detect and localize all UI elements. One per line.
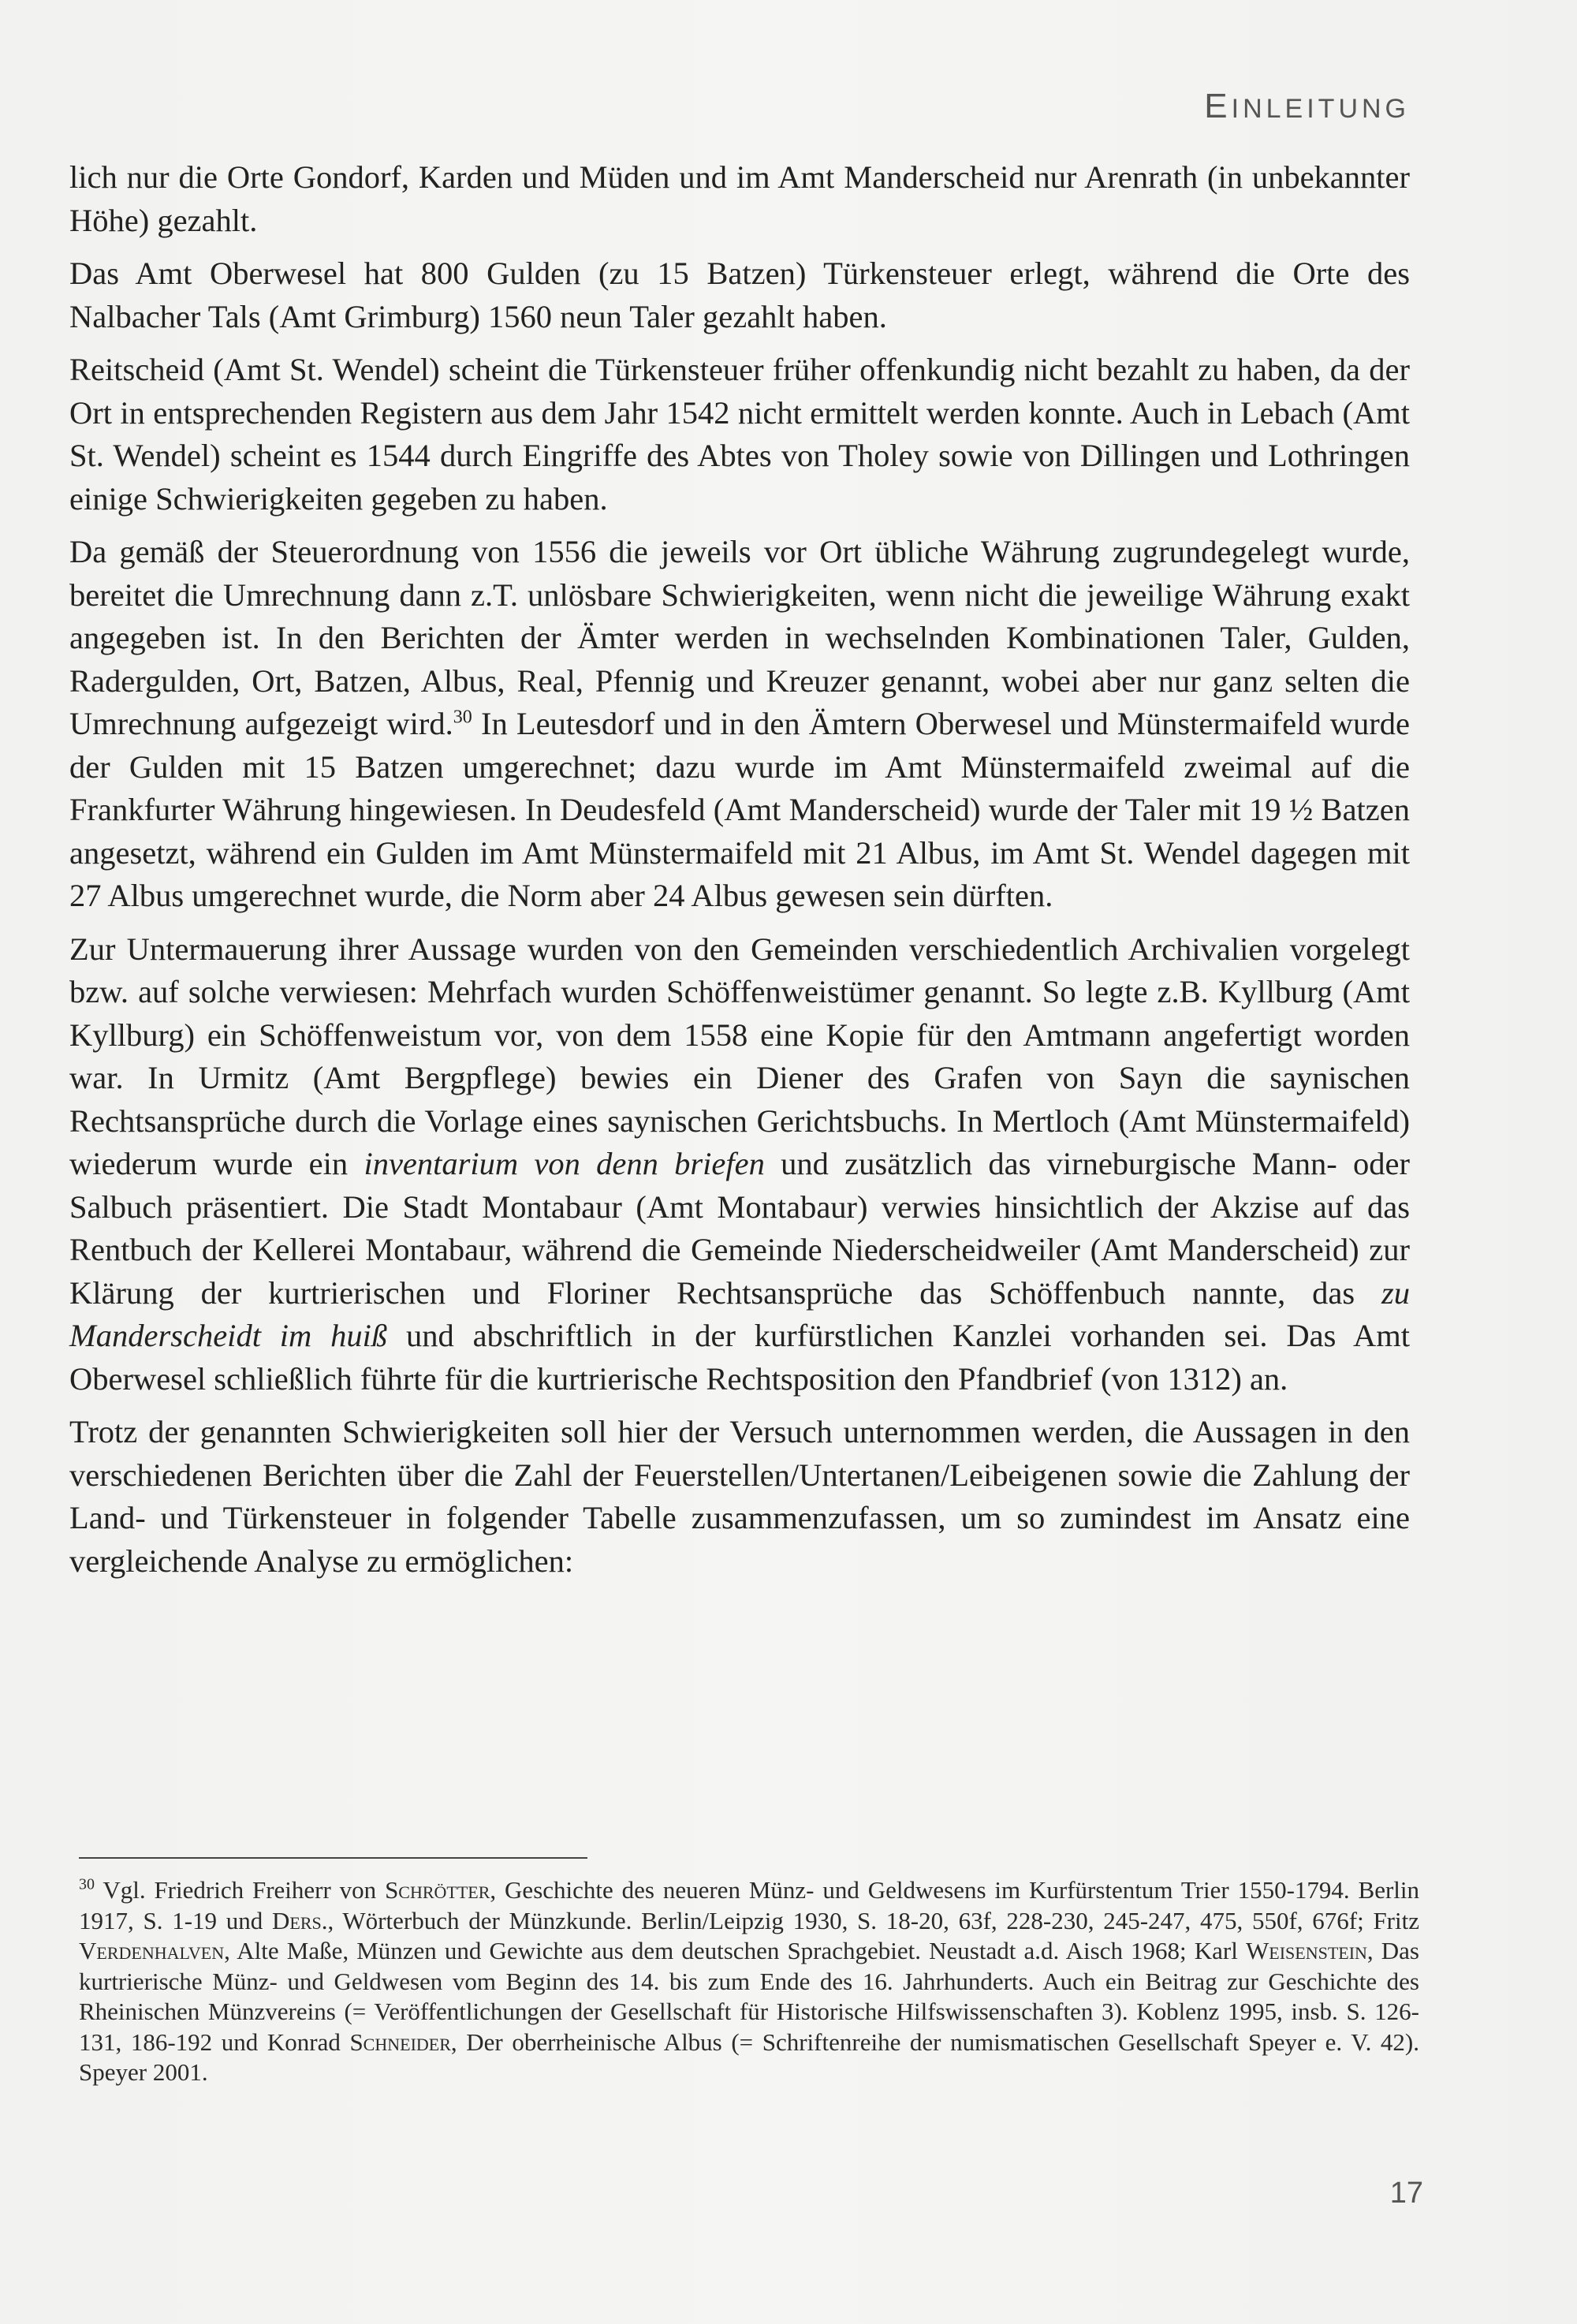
author-name: Schrötter	[385, 1876, 490, 1904]
footnote-text: Vgl. Friedrich Freiherr von	[95, 1876, 386, 1904]
paragraph-3: Reitscheid (Amt St. Wendel) scheint die Türkensteuer früher offenkundig nicht bezahlt zu haben, da der Ort in entsprechenden Registern aus dem Jahr 1542 nicht ermittelt werden konnte. Auch in Lebach (Amt St. Wendel) scheint es 1544 durch Eingriffe des Abtes von Tholey sowie von Dillingen und Lothringen einige Schwierigkeiten gegeben zu haben.	[69, 352, 1410, 517]
paragraph-1: lich nur die Orte Gondorf, Karden und Müden und im Amt Manderscheid nur Arenrath (in unbekannter Höhe) gezahlt.	[69, 159, 1410, 238]
author-name: Ders.	[272, 1906, 328, 1934]
paragraph-4-part-a: Da gemäß der Steuerordnung von 1556 die jeweils vor Ort übliche Währung zugrundegelegt wurde, bereitet die Umrechnung dann z.T. unlösbare Schwierigkeiten, wenn nicht die jeweilige Währung exakt angegeben ist. In den Berichten der Ämter werden in wechselnden Kombinationen Taler, Gulden, Radergulden, Ort, Batzen, Albus, Real, Pfennig und Kreuzer genannt, wobei aber nur ganz selten die Umrechnung aufgezeigt wird.	[69, 534, 1410, 741]
footnote-number: 30	[79, 1875, 95, 1893]
footnote-text: , Geschichte des neueren Münz- und Geldwesens im Kurfürstentum Trier 1550-1794. Berlin 1917, S. 1-19 und	[79, 1876, 1420, 1934]
footnote-text: , Der oberrheinische Albus (= Schriftenreihe der numismatischen Gesellschaft Speyer e. V. 42). Speyer 2001.	[79, 2027, 1420, 2086]
footnote-divider	[79, 1857, 587, 1859]
paragraph-5-part-a: Zur Untermauerung ihrer Aussage wurden von den Gemeinden verschiedentlich Archivalien vorgelegt bzw. auf solche verwiesen: Mehrfach wurden Schöffenweistümer genannt. So legte z.B. Kyllburg (Amt Kyllburg) ein Schöffenweistum vor, von dem 1558 eine Kopie für den Amtmann angefertigt worden war. In Urmitz (Amt Bergpflege) bewies ein Diener des Grafen von Sayn die saynischen Rechtsansprüche durch die Vorlage eines saynischen Gerichtsbuchs. In Mertloch (Amt Münstermaifeld) wiederum wurde ein	[69, 931, 1410, 1181]
quote-inventarium: inventarium von denn briefen	[363, 1146, 765, 1181]
footnote-text: , Wörterbuch der Münzkunde. Berlin/Leipzig 1930, S. 18-20, 63f, 228-230, 245-247, 475, 550f, 676f; Fritz	[327, 1906, 1419, 1934]
footnote-ref: 30	[453, 707, 472, 728]
quote-manderscheidt: zu Manderscheidt im huiß	[69, 1274, 1410, 1353]
body-text	[69, 156, 1410, 1593]
footnote-text: , Alte Maße, Münzen und Gewichte aus dem deutschen Sprachgebiet. Neustadt a.d. Aisch 1968; Karl	[224, 1937, 1246, 1964]
paragraph-2: Das Amt Oberwesel hat 800 Gulden (zu 15 Batzen) Türkensteuer erlegt, während die Orte des Nalbacher Tals (Amt Grimburg) 1560 neun Taler gezahlt haben.	[69, 256, 1410, 334]
footnote-text: , Das kurtrierische Münz- und Geldwesen vom Beginn des 14. bis zum Ende des 16. Jahrhunderts. Auch ein Beitrag zur Geschichte des Rheinischen Münzvereins (= Veröffentlichungen der Gesellschaft für Historische Hilfswissenschaften 3). Koblenz 1995, insb. S. 126-131, 186-192 und Konrad	[79, 1937, 1420, 2056]
paragraph-6: Trotz der genannten Schwierigkeiten soll hier der Versuch unternommen werden, die Aussagen in den verschiedenen Berichten über die Zahl der Feuerstellen/Untertanen/Leibeigenen sowie die Zahlung der Land- und Türkensteuer in folgender Tabelle zusammenzufassen, um so zumindest im Ansatz eine vergleichende Analyse zu ermöglichen:	[69, 1414, 1410, 1579]
running-header	[1204, 87, 1410, 126]
paragraph-5-part-c: und abschriftlich in der kurfürstlichen Kanzlei vorhanden sei. Das Amt Oberwesel schließlich führte für die kurtrierische Rechtsposition den Pfandbrief (von 1312) an.	[69, 1318, 1410, 1397]
paragraph-5-part-b: und zusätzlich das virneburgische Mann- oder Salbuch präsentiert. Die Stadt Montabaur (Amt Montabaur) verwies hinsichtlich der Akzise auf das Rentbuch der Kellerei Montabaur, während die Gemeinde Niederscheidweiler (Amt Manderscheid) zur Klärung der kurtrierischen und Floriner Rechtsansprüche das Schöffenbuch nannte, das	[69, 1146, 1410, 1311]
header-rest: INLEITUNG	[1231, 94, 1410, 124]
paragraph-4-part-b: In Leutesdorf und in den Ämtern Oberwesel und Münstermaifeld wurde der Gulden mit 15 Batzen umgerechnet; dazu wurde im Amt Münstermaifeld zweimal auf die Frankfurter Währung hingewiesen. In Deudesfeld (Amt Manderscheid) wurde der Taler mit 19 ½ Batzen angesetzt, während ein Gulden im Amt Münstermaifeld mit 21 Albus, im Amt St. Wendel dagegen mit 27 Albus umgerechnet wurde, die Norm aber 24 Albus gewesen sein dürften.	[69, 706, 1410, 913]
author-name: Verdenhalven	[79, 1937, 225, 1964]
paragraph-4	[69, 531, 1410, 918]
paragraph-5	[69, 928, 1410, 1401]
page-number: 17	[1389, 2177, 1423, 2210]
footnote-30	[79, 1875, 1419, 2088]
author-name: Schneider	[349, 2027, 451, 2056]
header-initial: E	[1204, 87, 1232, 125]
footnote	[79, 1875, 1419, 2088]
author-name: Weisenstein	[1246, 1937, 1367, 1964]
